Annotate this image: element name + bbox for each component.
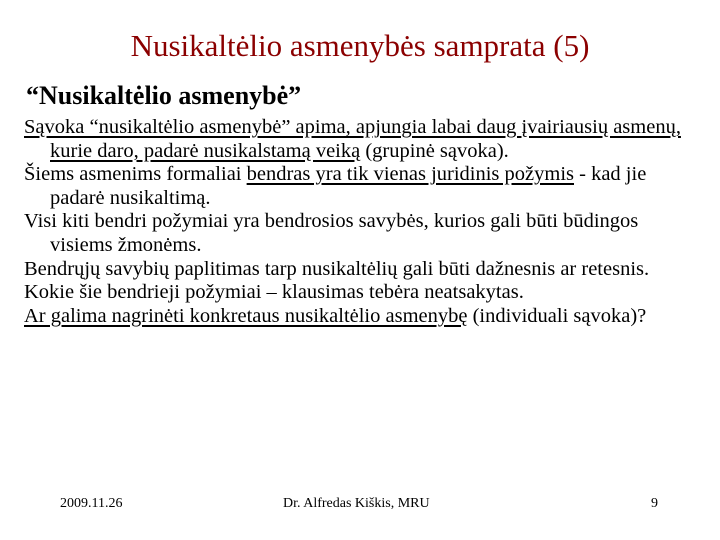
paragraph-1-segment-2: (grupinė sąvoka). (360, 139, 509, 162)
slide-title (0, 28, 720, 64)
paragraph-3 (24, 210, 704, 257)
footer-date: 2009.11.26 (60, 496, 123, 511)
paragraph-5 (24, 281, 704, 305)
footer-page-number: 9 (651, 496, 658, 511)
paragraph-2-segment-3: - kad jie padarė nusikaltimą. (50, 163, 647, 209)
footer-author: Dr. Alfredas Kiškis, MRU (283, 496, 430, 511)
paragraph-1-segment-1: Sąvoka “nusikaltėlio asmenybė” apima, apjungia labai daug įvairiausių asmenų, kurie daro, padarė nusikalstamą veiką (24, 116, 681, 162)
paragraph-6-segment-2: (individuali sąvoka)? (467, 304, 647, 327)
paragraph-3-segment-1: Visi kiti bendri požymiai yra bendrosios savybės, kurios gali būti būdingos visiems žmonėms. (24, 210, 639, 256)
slide-body (24, 116, 704, 328)
paragraph-6 (24, 305, 704, 329)
paragraph-5-segment-1: Kokie šie bendrieji požymiai – klausimas tebėra neatsakytas. (24, 281, 524, 304)
slide-title-number: (5) (553, 28, 590, 63)
paragraph-4-segment-1: Bendrųjų savybių paplitimas tarp nusikaltėlių gali būti dažnesnis ar retesnis. (24, 257, 650, 280)
slide-subtitle: “Nusikaltėlio asmenybė” (26, 81, 302, 110)
paragraph-6-segment-1: Ar galima nagrinėti konkretaus nusikaltėlio asmenybę (24, 304, 468, 327)
paragraph-2 (24, 163, 704, 210)
paragraph-2-segment-1: Šiems asmenims formaliai (24, 163, 247, 186)
paragraph-4 (24, 258, 704, 282)
paragraph-1 (24, 116, 704, 163)
slide-title-text: Nusikaltėlio asmenybės samprata (130, 28, 546, 63)
paragraph-2-segment-2: bendras yra tik vienas juridinis požymis (246, 163, 574, 186)
